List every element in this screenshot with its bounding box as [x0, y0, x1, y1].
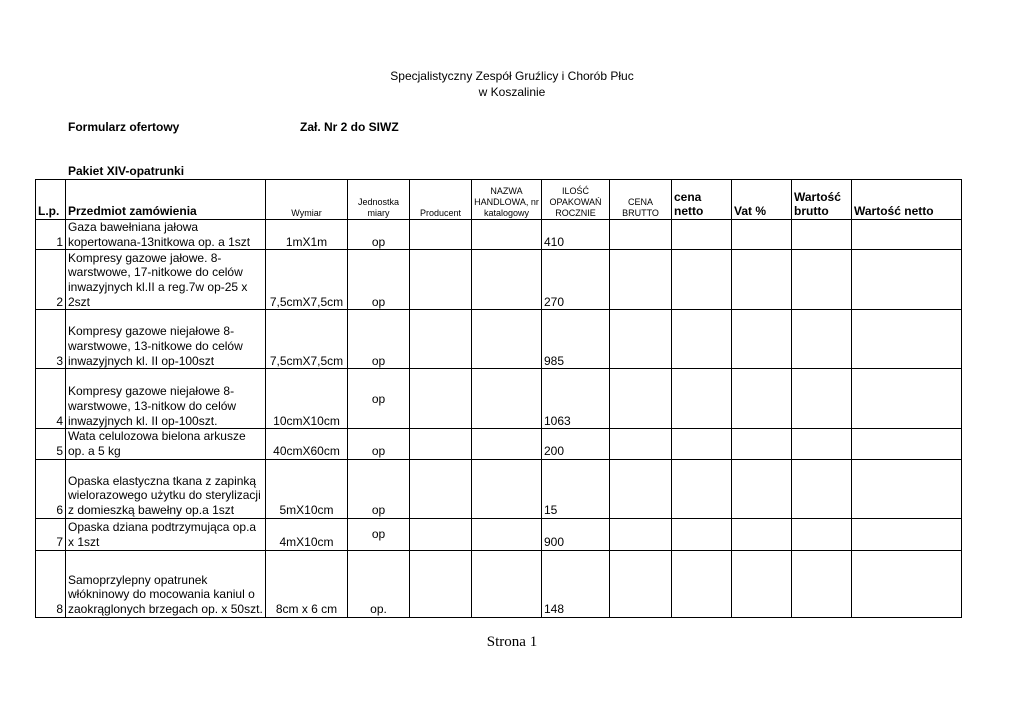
- row-vat[interactable]: [732, 459, 792, 518]
- row-vat[interactable]: [732, 310, 792, 369]
- row-vat[interactable]: [732, 429, 792, 459]
- col-vat: Vat %: [732, 180, 792, 220]
- page-number: Strona 1: [486, 634, 538, 650]
- row-trade-name[interactable]: [472, 369, 542, 429]
- table-row: [36, 310, 962, 369]
- row-net-price[interactable]: [672, 310, 732, 369]
- row-lp: 2: [36, 250, 66, 310]
- institution-city: w Koszalinie: [478, 85, 546, 99]
- col-net-price: cena netto: [672, 180, 732, 220]
- row-unit: op: [348, 310, 410, 369]
- row-producer[interactable]: [410, 550, 472, 617]
- row-gross-price[interactable]: [610, 459, 672, 518]
- row-net-value[interactable]: [852, 250, 962, 310]
- row-gross-value[interactable]: [792, 550, 852, 617]
- row-qty: 985: [542, 310, 610, 369]
- row-producer[interactable]: [410, 459, 472, 518]
- row-qty: 15: [542, 459, 610, 518]
- row-qty: 148: [542, 550, 610, 617]
- row-net-price[interactable]: [672, 250, 732, 310]
- col-item: Przedmiot zamówienia: [66, 180, 266, 220]
- col-net-value: Wartość netto: [852, 180, 962, 220]
- row-gross-price[interactable]: [610, 518, 672, 550]
- row-gross-price[interactable]: [610, 310, 672, 369]
- row-qty: 900: [542, 518, 610, 550]
- row-item: Wata celulozowa bielona arkusze op. a 5 kg: [66, 429, 266, 459]
- package-title: Pakiet XIV-opatrunki: [68, 164, 185, 178]
- row-item: Kompresy gazowe niejałowe 8-warstwowe, 13-nitkowe do celów inwazyjnych kl. II op-100szt: [66, 310, 266, 369]
- row-trade-name[interactable]: [472, 550, 542, 617]
- row-trade-name[interactable]: [472, 250, 542, 310]
- row-gross-price[interactable]: [610, 550, 672, 617]
- row-unit: op: [348, 429, 410, 459]
- row-producer[interactable]: [410, 369, 472, 429]
- table-row: [36, 429, 962, 459]
- row-gross-value[interactable]: [792, 459, 852, 518]
- row-lp: 7: [36, 518, 66, 550]
- table-row: [36, 250, 962, 310]
- row-size: 7,5cmX7,5cm: [266, 250, 348, 310]
- row-vat[interactable]: [732, 250, 792, 310]
- row-lp: 6: [36, 459, 66, 518]
- row-qty: 200: [542, 429, 610, 459]
- row-net-value[interactable]: [852, 369, 962, 429]
- row-qty: 410: [542, 220, 610, 250]
- form-title: Formularz ofertowy: [68, 120, 180, 134]
- row-unit: op: [348, 220, 410, 250]
- row-gross-value[interactable]: [792, 518, 852, 550]
- row-item: Opaska elastyczna tkana z zapinką wielorazowego użytku do sterylizacji z domieszką bawełny op.a 1szt: [66, 459, 266, 518]
- row-gross-value[interactable]: [792, 369, 852, 429]
- row-trade-name[interactable]: [472, 220, 542, 250]
- row-vat[interactable]: [732, 550, 792, 617]
- row-gross-price[interactable]: [610, 369, 672, 429]
- col-gross-value: Wartość brutto: [792, 180, 852, 220]
- row-item: Gaza bawełniana jałowa kopertowana-13nitkowa op. a 1szt: [66, 220, 266, 250]
- row-net-value[interactable]: [852, 518, 962, 550]
- row-net-price[interactable]: [672, 459, 732, 518]
- col-qty: ILOŚĆ OPAKOWAŃ ROCZNIE: [542, 180, 610, 220]
- row-size: 4mX10cm: [266, 518, 348, 550]
- row-producer[interactable]: [410, 220, 472, 250]
- row-net-value[interactable]: [852, 550, 962, 617]
- row-producer[interactable]: [410, 250, 472, 310]
- row-unit: op: [348, 518, 410, 550]
- row-trade-name[interactable]: [472, 310, 542, 369]
- row-producer[interactable]: [410, 310, 472, 369]
- row-unit: op: [348, 459, 410, 518]
- row-net-price[interactable]: [672, 518, 732, 550]
- table-row: [36, 518, 962, 550]
- row-net-price[interactable]: [672, 220, 732, 250]
- row-vat[interactable]: [732, 369, 792, 429]
- row-vat[interactable]: [732, 220, 792, 250]
- row-size: 1mX1m: [266, 220, 348, 250]
- row-item: Samoprzylepny opatrunek włókninowy do mocowania kaniul o zaokrąglonych brzegach op. x 50szt.: [66, 550, 266, 617]
- row-qty: 270: [542, 250, 610, 310]
- row-net-price[interactable]: [672, 550, 732, 617]
- col-lp: L.p.: [36, 180, 66, 220]
- institution-name: Specjalistyczny Zespół Gruźlicy i Chorób Płuc: [390, 69, 634, 83]
- row-size: 8cm x 6 cm: [266, 550, 348, 617]
- col-trade-name: NAZWA HANDLOWA, nr katalogowy: [472, 180, 542, 220]
- table-header-row: [36, 180, 962, 220]
- col-producer: Producent: [410, 180, 472, 220]
- col-size: Wymiar: [266, 180, 348, 220]
- row-net-price[interactable]: [672, 369, 732, 429]
- row-net-value[interactable]: [852, 310, 962, 369]
- row-unit: op: [348, 250, 410, 310]
- row-lp: 5: [36, 429, 66, 459]
- row-size: 40cmX60cm: [266, 429, 348, 459]
- row-gross-price[interactable]: [610, 220, 672, 250]
- attachment-label: Zał. Nr 2 do SIWZ: [300, 120, 399, 134]
- row-trade-name[interactable]: [472, 459, 542, 518]
- table-row: [36, 369, 962, 429]
- row-gross-value[interactable]: [792, 220, 852, 250]
- row-producer[interactable]: [410, 429, 472, 459]
- row-unit: op.: [348, 550, 410, 617]
- row-lp: 4: [36, 369, 66, 429]
- row-item: Kompresy gazowe niejałowe 8-warstwowe, 13-nitkow do celów inwazyjnych kl. II op-100szt.: [66, 369, 266, 429]
- row-trade-name[interactable]: [472, 429, 542, 459]
- row-producer[interactable]: [410, 518, 472, 550]
- row-gross-price[interactable]: [610, 429, 672, 459]
- table-row: [36, 220, 962, 250]
- row-size: 7,5cmX7,5cm: [266, 310, 348, 369]
- row-net-price[interactable]: [672, 429, 732, 459]
- row-item: Kompresy gazowe jałowe. 8-warstwowe, 17-nitkowe do celów inwazyjnych kl.II a reg.7w op-25 x 2szt: [66, 250, 266, 310]
- row-lp: 3: [36, 310, 66, 369]
- row-gross-value[interactable]: [792, 310, 852, 369]
- row-net-value[interactable]: [852, 220, 962, 250]
- row-size: 5mX10cm: [266, 459, 348, 518]
- col-unit: Jednostka miary: [348, 180, 410, 220]
- row-lp: 1: [36, 220, 66, 250]
- row-gross-value[interactable]: [792, 250, 852, 310]
- row-vat[interactable]: [732, 518, 792, 550]
- row-size: 10cmX10cm: [266, 369, 348, 429]
- row-qty: 1063: [542, 369, 610, 429]
- table-row: [36, 550, 962, 617]
- row-lp: 8: [36, 550, 66, 617]
- table-row: [36, 459, 962, 518]
- col-gross-price: CENA BRUTTO: [610, 180, 672, 220]
- row-gross-price[interactable]: [610, 250, 672, 310]
- row-gross-value[interactable]: [792, 429, 852, 459]
- row-trade-name[interactable]: [472, 518, 542, 550]
- row-net-value[interactable]: [852, 459, 962, 518]
- row-net-value[interactable]: [852, 429, 962, 459]
- row-unit: op: [348, 369, 410, 429]
- offer-table: [35, 179, 962, 618]
- row-item: Opaska dziana podtrzymująca op.a x 1szt: [66, 518, 266, 550]
